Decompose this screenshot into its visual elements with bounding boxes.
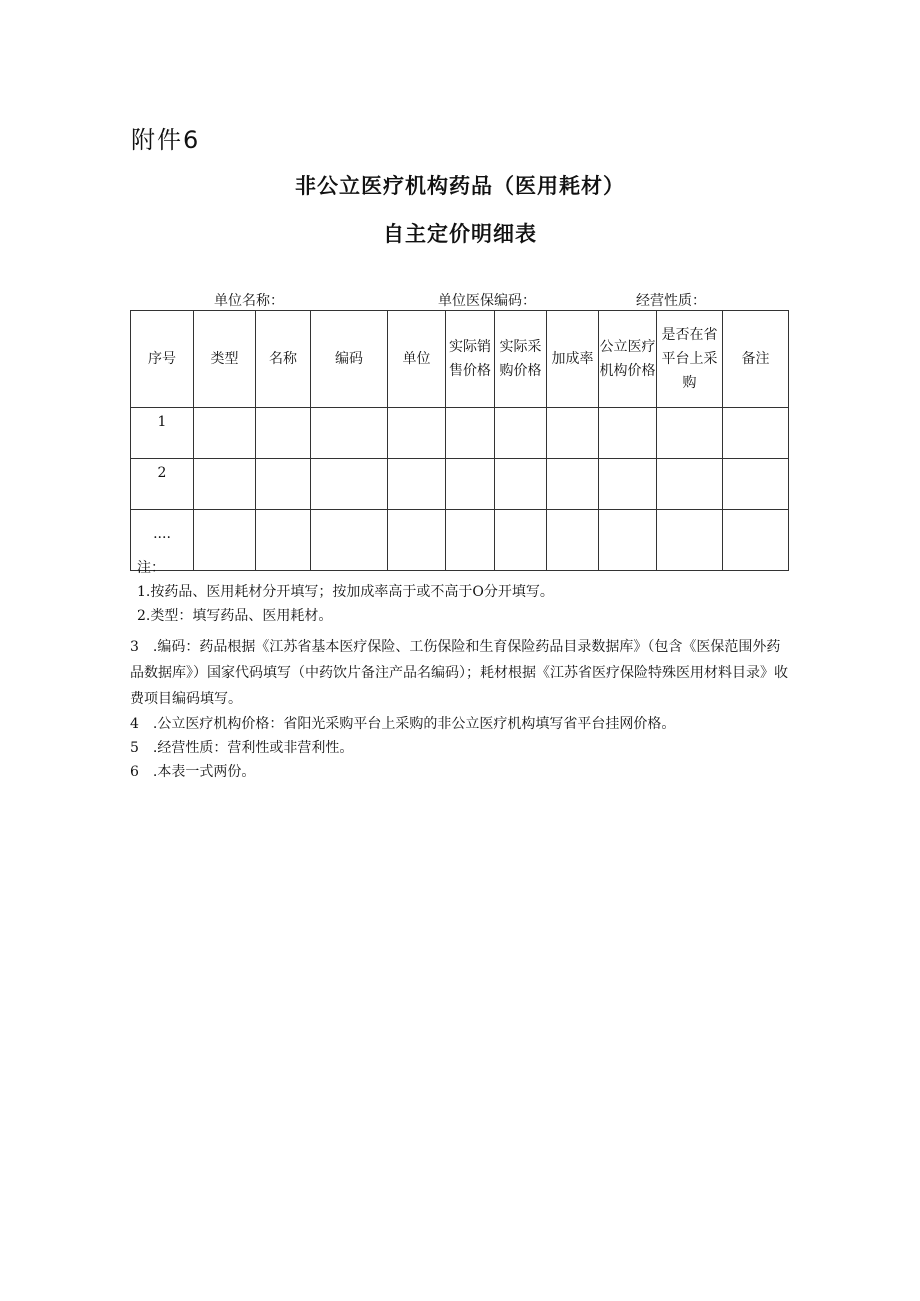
- note-item: 2.类型：填写药品、医用耗材。: [137, 608, 333, 624]
- table-cell[interactable]: [256, 408, 311, 459]
- table-row: [131, 459, 789, 510]
- header-public-price: 公立医疗机构价格: [599, 311, 657, 408]
- unit-name-label: 单位名称：: [214, 293, 284, 309]
- table-cell[interactable]: ....: [131, 510, 194, 571]
- table-row: [131, 408, 789, 459]
- table-cell[interactable]: [194, 459, 256, 510]
- header-code: 编码: [311, 311, 388, 408]
- table-cell[interactable]: [311, 408, 388, 459]
- table-cell[interactable]: 2: [131, 459, 194, 510]
- table-header-row: [131, 311, 789, 408]
- notes-label: 注：: [137, 560, 165, 576]
- header-sale-price: 实际销售价格: [446, 311, 495, 408]
- table-cell[interactable]: [657, 408, 723, 459]
- note-item: 1.按药品、医用耗材分开填写；按加成率高于或不高于O分开填写。: [137, 584, 554, 600]
- table-cell[interactable]: [599, 459, 657, 510]
- note-item: 5 .经营性质：营利性或非营利性。: [130, 740, 354, 756]
- header-remarks: 备注: [723, 311, 789, 408]
- table-cell[interactable]: [311, 459, 388, 510]
- table-cell[interactable]: [495, 459, 547, 510]
- note-item: 6 .本表一式两份。: [130, 764, 256, 780]
- table-cell[interactable]: [256, 459, 311, 510]
- table-cell[interactable]: [388, 459, 446, 510]
- document-subtitle: 自主定价明细表: [383, 222, 537, 246]
- note-item: 3 .编码：药品根据《江苏省基本医疗保险、工伤保险和生育保险药品目录数据库》（包含《医保范围外药品数据库》）国家代码填写（中药饮片备注产品名编码）；耗材根据《江苏省医疗保险特殊医用材料目录》收费项目编码填写。: [130, 639, 788, 707]
- header-name: 名称: [256, 311, 311, 408]
- table-cell[interactable]: [723, 408, 789, 459]
- header-unit: 单位: [388, 311, 446, 408]
- table-cell[interactable]: [547, 408, 599, 459]
- notes-section: [130, 556, 792, 784]
- insurance-code-label: 单位医保编码：: [438, 293, 536, 309]
- attachment-label: 附件6: [131, 126, 201, 154]
- table-cell[interactable]: [547, 459, 599, 510]
- header-platform-purchase: 是否在省平台上采购: [657, 311, 723, 408]
- table-cell[interactable]: [388, 408, 446, 459]
- table-cell[interactable]: [723, 459, 789, 510]
- table-cell[interactable]: 1: [131, 408, 194, 459]
- table-cell[interactable]: [657, 459, 723, 510]
- table-cell[interactable]: [446, 408, 495, 459]
- header-purchase-price: 实际采购价格: [495, 311, 547, 408]
- table-cell[interactable]: [446, 459, 495, 510]
- table-cell[interactable]: [194, 408, 256, 459]
- header-markup-rate: 加成率: [547, 311, 599, 408]
- price-detail-table: [130, 310, 789, 571]
- business-nature-label: 经营性质：: [636, 293, 706, 309]
- table-cell[interactable]: [599, 408, 657, 459]
- header-serial: 序号: [131, 311, 194, 408]
- note-item: 4 .公立医疗机构价格：省阳光采购平台上采购的非公立医疗机构填写省平台挂网价格。: [130, 716, 676, 732]
- header-type: 类型: [194, 311, 256, 408]
- document-title: 非公立医疗机构药品（医用耗材）: [295, 174, 625, 198]
- table-cell[interactable]: [495, 408, 547, 459]
